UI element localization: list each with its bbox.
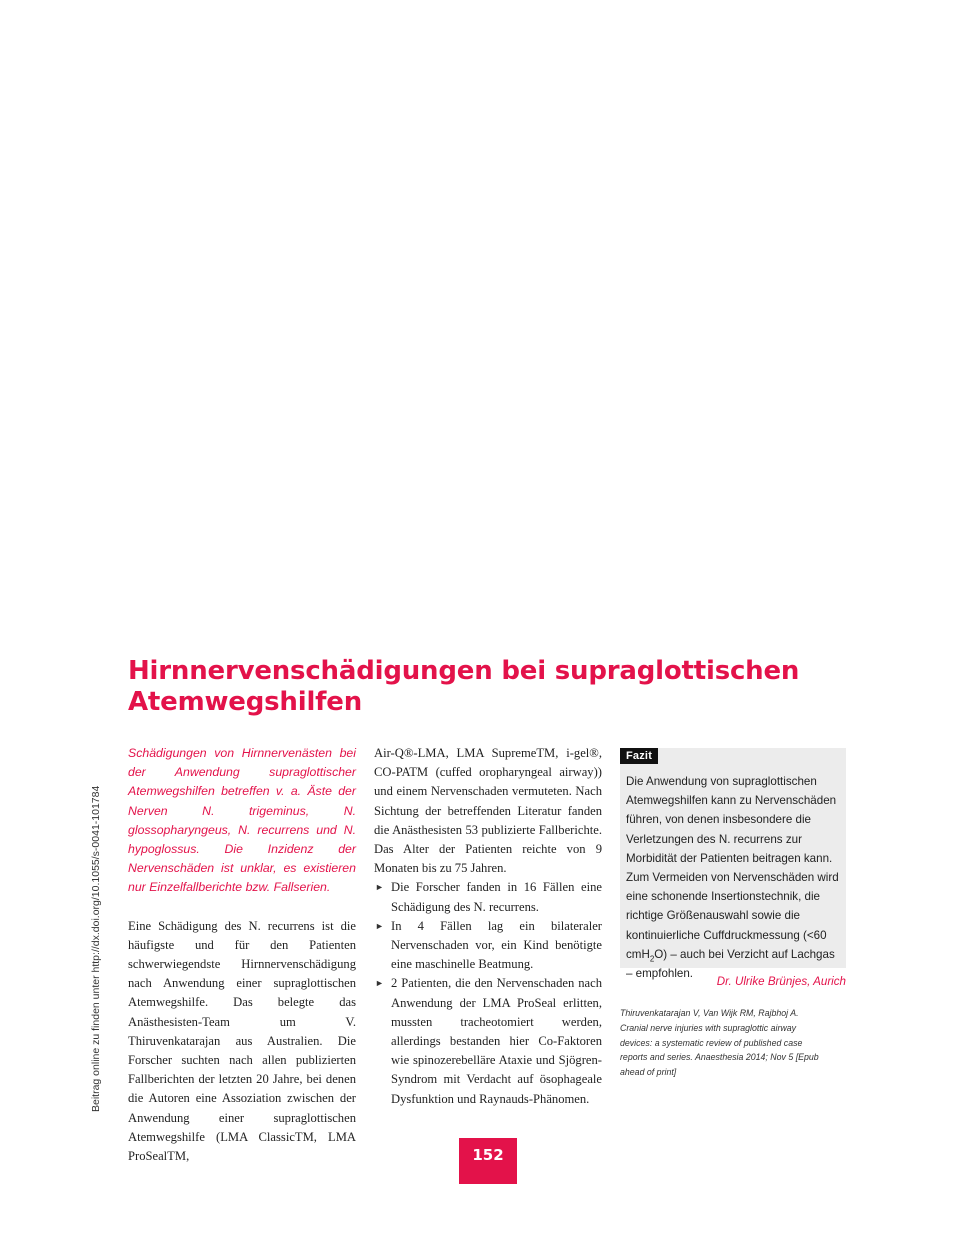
list-item-text: In 4 Fällen lag ein bilateraler Nervenschaden vor, ein Kind benötigte eine maschinelle Beatmung. xyxy=(391,918,602,972)
arrow-right-icon: ► xyxy=(375,882,384,893)
list-item-text: 2 Patienten, die den Nervenschaden nach Anwendung der LMA ProSeal erlitten, mussten tracheotomiert werden, allerdings bestanden hier Co-Faktoren wie spinozerebelläre Ataxie und Sjögren-Syndrom mit Verdacht auf ösophageale Dysfunktion und Raynauds-Phänomen. xyxy=(391,976,602,1106)
list-item-text: Die Forscher fanden in 16 Fällen eine Schädigung des N. recurrens. xyxy=(391,880,602,914)
column-middle xyxy=(374,744,602,1109)
article-title: Hirnnervenschädigungen bei supraglottischen Atemwegshilfen xyxy=(128,656,800,717)
page-number: 152 xyxy=(472,1146,504,1164)
body-paragraph-1: Eine Schädigung des N. recurrens ist die häufigste und für den Patienten schwerwiegendste Hirnnervenschädigung nach Anwendung einer supraglottischen Atemwegshilfe. Das belegte das Anästhesisten-Team um V. Thiruvenkatarajan aus Australien. Die Forscher suchten nach allen publizierten Fallberichten der letzten 20 Jahre, bei denen die Autoren eine Assoziation zwischen der Anwendung einer supraglottischen Atemwegshilfe (LMA ClassicTM, LMA ProSealTM, xyxy=(128,918,356,1164)
findings-list xyxy=(374,878,602,1108)
column-left xyxy=(128,744,356,1166)
doi-sidebar-note: Beitrag online zu finden unter http://dx.doi.org/10.1055/s-0041-101784 xyxy=(90,785,102,1112)
body-paragraph-2: Air-Q®-LMA, LMA SupremeTM, i-gel®, CO-PATM (cuffed oropharyngeal airway)) und einem Nervenschaden vermuteten. Nach Sichtung der betreffenden Literatur fanden die Anästhesisten 53 publizierte Fallberichte. Das Alter der Patienten reichte von 9 Monaten bis zu 75 Jahren. xyxy=(374,746,602,876)
list-item xyxy=(374,917,602,975)
arrow-right-icon: ► xyxy=(375,978,384,989)
list-item xyxy=(374,878,602,916)
fazit-label: Fazit xyxy=(620,748,658,764)
arrow-right-icon: ► xyxy=(375,920,384,931)
fazit-text xyxy=(626,772,840,983)
fazit-text-part-2: O) – auch bei Verzicht auf Lachgas – empfohlen. xyxy=(626,947,835,981)
fazit-text-part-1: Die Anwendung von supraglottischen Atemwegshilfen kann zu Nervenschäden führen, von denen insbesondere die Verletzungen des N. recurrens zur Morbidität der Patienten beitragen kann. Zum Vermeiden von Nervenschäden wird eine schonende Insertionstechnik, die richtige Größenauswahl sowie die kontinuierliche Cuffdruckmessung (<60 cmH xyxy=(626,775,839,961)
fazit-subscript: 2 xyxy=(649,954,655,964)
article-lead: Schädigungen von Hirnnervenästen bei der Anwendung supraglottischer Atemwegshilfen betreffen v. a. Äste der Nerven N. trigeminus, N. glossopharyngeus, N. recurrens und N. hypoglossus. Die Inzidenz der Nervenschäden ist unklar, es existieren nur Einzelfallberichte bzw. Fallserien. xyxy=(128,746,356,895)
fazit-box xyxy=(620,748,846,981)
author-credit: Dr. Ulrike Brünjes, Aurich xyxy=(716,975,846,988)
page-number-box xyxy=(459,1138,517,1184)
reference-citation: Thiruvenkatarajan V, Van Wijk RM, Rajbhoj A. Cranial nerve injuries with supraglottic airway devices: a systematic review of published case reports and series. Anaesthesia 2014; Nov 5 [Epub ahead of print] xyxy=(620,1008,819,1078)
list-item xyxy=(374,974,602,1108)
